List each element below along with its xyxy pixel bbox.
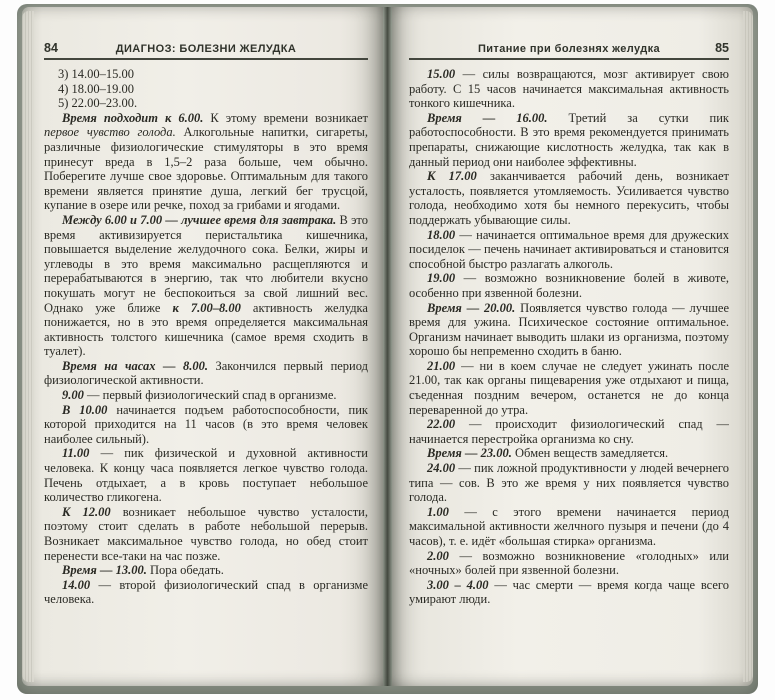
- paragraph: Время подходит к 6.00. К этому времени возникает первое чувство голода. Алкогольные напитки, сигареты, различные физиологические стимуляторы в это время принесут вреда в 1,5–2 раза больше, чем обычно. Поберегите лучше свое здоровье. Оптимальным для такого времени является принятие душа, легкий бег трусцой, купание в озере или речке, поход за грибами и ягодами.: [44, 110, 368, 213]
- paragraph: Время — 13.00. Пора обедать.: [62, 563, 224, 578]
- paragraph: 18.00 — начинается оптимальное время для дружеских посиделок — печень начинает активироваться и становится способной быстро разлагать алкоголь.: [409, 227, 729, 271]
- paragraph: 1.00 — с этого времени начинается период максимальной активности желчного пузыря и печени (до 4 часов), т. е. идёт «большая стирка» организма.: [409, 504, 729, 548]
- left-page-number: 84: [44, 41, 58, 55]
- paragraph: 19.00 — возможно возникновение болей в животе, особенно при язвенной болезни.: [409, 271, 729, 300]
- paragraph: Время — 16.00. Третий за сутки пик работоспособности. В это время рекомендуется принимать препараты, снижающие кислотность желудка, так как в данный период они наиболее эффективны.: [409, 110, 729, 169]
- left-page-header: [44, 41, 368, 60]
- paragraph: Время — 20.00. Появляется чувство голода — лучшее время для ужина. Психическое состояние оптимальное. Организм начинает выводить шлаки из организма, поэтому хорошо бы непременно сходить в баню.: [409, 300, 729, 359]
- left-page-body: [44, 67, 368, 607]
- paragraph: Между 6.00 и 7.00 — лучшее время для завтрака. В это время активизируется перистальтика кишечника, повышается выделение желудочного сока. Белки, жиры и углеводы в это время максимально расщепляются и перерабатываются в энергию, так что любители вкусно покушать могут не беспокоиться за свой лишний вес. Однако уже ближе к 7.00–8.00 активность желудка понижается, но в это время определяется максимальная активность толстого кишечника (самое время сходить в туалет).: [44, 212, 368, 359]
- paragraph: 11.00 — пик физической и духовной активности человека. К концу часа появляется легкое чувство голода. Печень отдыхает, а в кровь поступает небольшое количество гликогена.: [44, 446, 368, 505]
- paragraph: 3.00 – 4.00 — час смерти — время когда чаще всего умирают люди.: [409, 577, 729, 607]
- paragraph: 24.00 — пик ложной продуктивности у людей вечернего типа — сов. В это же время у них появляется чувство голода.: [409, 461, 729, 505]
- paragraph: Время на часах — 8.00. Закончился первый период физиологической активности.: [44, 358, 368, 388]
- paragraph: 14.00 — второй физиологический спад в организме человека.: [44, 577, 368, 607]
- book-photo: [17, 4, 758, 694]
- paragraph: Время — 23.00. Обмен веществ замедляется.: [427, 446, 669, 461]
- list-line: 3) 14.00–15.00: [58, 67, 135, 81]
- list-line: 5) 22.00–23.00.: [58, 96, 138, 111]
- left-running-title: ДИАГНОЗ: БОЛЕЗНИ ЖЕЛУДКА: [115, 43, 297, 55]
- right-page: [392, 7, 753, 686]
- paragraph: 9.00 — первый физиологический спад в организме.: [62, 388, 337, 403]
- left-page: [22, 7, 383, 686]
- book-spread: [22, 7, 753, 686]
- paragraph: 2.00 — возможно возникновение «голодных» или «ночных» болей при язвенной болезни.: [409, 548, 729, 578]
- paragraph: К 17.00 заканчивается рабочий день, возникает усталость, появляется утомляемость. Усиливается чувство голода, необходимо хотя бы немного перекусить, чтобы поддержать убывающие силы.: [409, 169, 729, 227]
- book-spine: [383, 7, 392, 686]
- paragraph: В 10.00 начинается подъем работоспособности, пик которой приходится на 11 часов (в это время человек наиболее сильный).: [44, 402, 368, 446]
- right-page-number: 85: [715, 41, 729, 55]
- right-page-header: [409, 41, 729, 60]
- paragraph: 21.00 — ни в коем случае не следует ужинать после 21.00, так как органы пищеварения уже отдыхают и пища, съеденная поздним вечером, останется не до конца переваренной до утра.: [409, 358, 729, 417]
- paragraph: 22.00 — происходит физиологический спад — начинается перестройка организма ко сну.: [409, 417, 729, 446]
- right-running-title: Питание при болезнях желудка: [477, 43, 661, 55]
- list-line: 4) 18.00–19.00: [58, 81, 135, 96]
- right-page-body: [409, 67, 729, 607]
- paragraph: К 12.00 возникает небольшое чувство усталости, поэтому стоит сделать в работе небольшой перерыв. Возникает максимальное чувство голода, но обед стоит перенести все-таки на час позже.: [44, 504, 368, 563]
- paragraph: 15.00 — силы возвращаются, мозг активирует свою работу. С 15 часов начинается максимальная активность тонкого кишечника.: [409, 67, 729, 111]
